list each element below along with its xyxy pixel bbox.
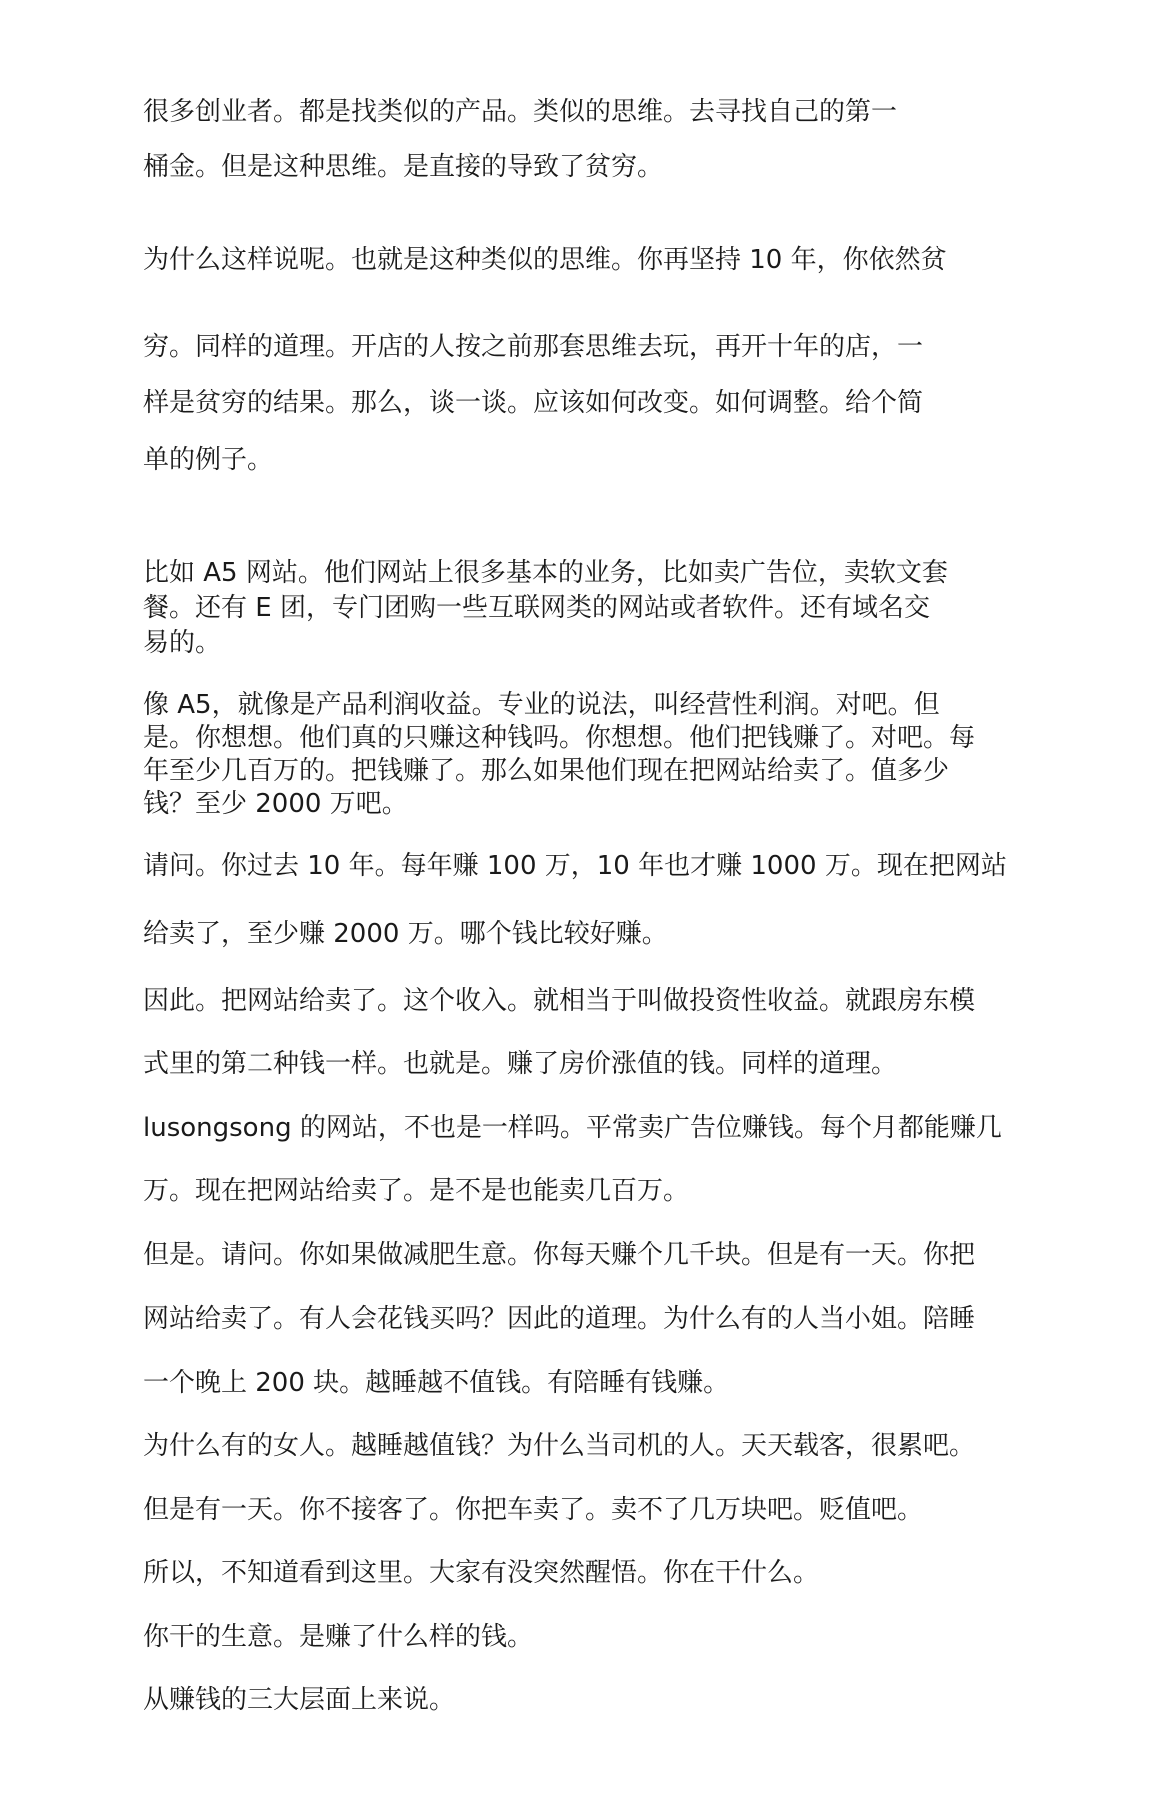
text-line: 单的例子。 — [143, 445, 274, 475]
text-line: 为什么有的女人。越睡越值钱？为什么当司机的人。天天载客，很累吧。 — [143, 1431, 976, 1461]
text-line: 很多创业者。都是找类似的产品。类似的思维。去寻找自己的第一 — [143, 97, 898, 127]
text-line: 万。现在把网站给卖了。是不是也能卖几百万。 — [143, 1176, 690, 1206]
text-line: 年至少几百万的。把钱赚了。那么如果他们现在把网站给卖了。值多少 — [143, 756, 950, 786]
text-line: 钱？至少 2000 万吧。 — [143, 789, 408, 819]
text-line: 网站给卖了。有人会花钱买吗？因此的道理。为什么有的人当小姐。陪睡 — [143, 1304, 976, 1334]
text-line: 桶金。但是这种思维。是直接的导致了贫穷。 — [143, 152, 664, 182]
text-line: 从赚钱的三大层面上来说。 — [143, 1685, 456, 1715]
text-line: 但是有一天。你不接客了。你把车卖了。卖不了几万块吧。贬值吧。 — [143, 1495, 924, 1525]
text-line: 易的。 — [143, 628, 222, 658]
text-line: 式里的第二种钱一样。也就是。赚了房价涨值的钱。同样的道理。 — [143, 1049, 898, 1079]
text-line: 所以，不知道看到这里。大家有没突然醒悟。你在干什么。 — [143, 1558, 820, 1588]
text-line: 为什么这样说呢。也就是这种类似的思维。你再坚持 10 年，你依然贫 — [143, 245, 947, 275]
text-line: 但是。请问。你如果做减肥生意。你每天赚个几千块。但是有一天。你把 — [143, 1240, 976, 1270]
text-line: 请问。你过去 10 年。每年赚 100 万，10 年也才赚 1000 万。现在把网站 — [143, 851, 1007, 881]
text-line: 比如 A5 网站。他们网站上很多基本的业务，比如卖广告位，卖软文套 — [143, 558, 948, 588]
text-line: 穷。同样的道理。开店的人按之前那套思维去玩，再开十年的店，一 — [143, 332, 924, 362]
text-line: 你干的生意。是赚了什么样的钱。 — [143, 1622, 534, 1652]
text-line: 样是贫穷的结果。那么，谈一谈。应该如何改变。如何调整。给个简 — [143, 388, 924, 418]
text-line: 给卖了，至少赚 2000 万。哪个钱比较好赚。 — [143, 919, 668, 949]
text-line: lusongsong 的网站，不也是一样吗。平常卖广告位赚钱。每个月都能赚几 — [143, 1113, 1002, 1143]
text-line: 一个晚上 200 块。越睡越不值钱。有陪睡有钱赚。 — [143, 1368, 730, 1398]
text-line: 因此。把网站给卖了。这个收入。就相当于叫做投资性收益。就跟房东模 — [143, 986, 976, 1016]
text-line: 餐。还有 E 团，专门团购一些互联网类的网站或者软件。还有域名交 — [143, 593, 930, 623]
text-line: 是。你想想。他们真的只赚这种钱吗。你想想。他们把钱赚了。对吧。每 — [143, 723, 976, 753]
text-line: 像 A5，就像是产品利润收益。专业的说法，叫经营性利润。对吧。但 — [143, 690, 940, 720]
